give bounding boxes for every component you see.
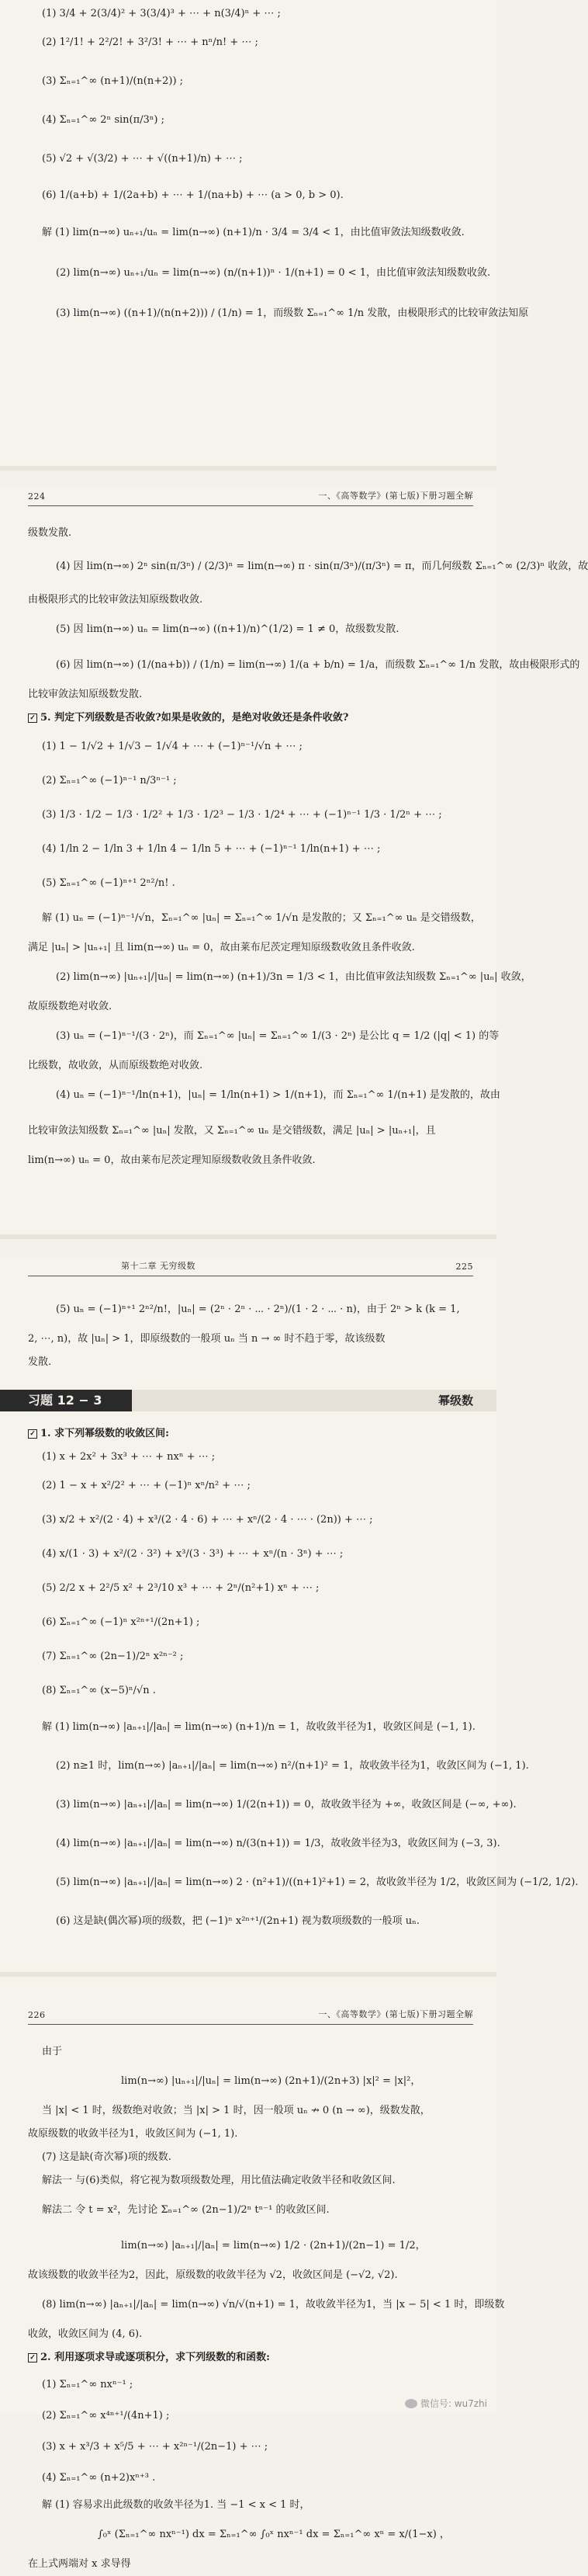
solution-line: 解 (1) lim(n→∞) uₙ₊₁/uₙ = lim(n→∞) (n+1)/n · 3/4 = 3/4 < 1，由比值审敛法知级数收敛. bbox=[42, 227, 465, 238]
problem-heading: ✓ 5. 判定下列级数是否收敛?如果是收敛的，是绝对收敛还是条件收敛? bbox=[28, 706, 473, 730]
solution-line: (5) lim(n→∞) |aₙ₊₁|/|aₙ| = lim(n→∞) 2 · (n²+1)/((n+1)²+1) = 2，故收敛半径为 1/2，收敛区间为 (−1/2, 1/2). bbox=[56, 1876, 579, 1888]
book-title: 一、《高等数学》(第七版)下册习题全解 bbox=[318, 491, 473, 501]
checkbox-icon: ✓ bbox=[28, 713, 37, 723]
solution-line: 当 |x| < 1 时，级数绝对收敛；当 |x| > 1 时，因一般项 uₙ ↛ 0 (n → ∞)，级数发散， bbox=[42, 2105, 431, 2116]
section-header bbox=[0, 1390, 496, 1411]
exercise-item: (1) 3/4 + 2(3/4)² + 3(3/4)³ + ⋯ + n(3/4)ⁿ + ⋯ ; bbox=[42, 8, 281, 19]
section-title: 幂级数 bbox=[438, 1394, 473, 1408]
solution-line: (8) lim(n→∞) |aₙ₊₁|/|aₙ| = lim(n→∞) √n/√(n+1) = 1，故收敛半径为1，当 |x − 5| < 1 时，即级数 bbox=[42, 2299, 505, 2310]
exercise-item: (2) 1 − x + x²/2² + ⋯ + (−1)ⁿ xⁿ/n² + ⋯ ; bbox=[42, 1480, 251, 1491]
solution-line: (5) 因 lim(n→∞) uₙ = lim(n→∞) ((n+1)/n)^(1/2) = 1 ≠ 0，故级数发散. bbox=[56, 623, 399, 635]
solution-line: 发散. bbox=[28, 1356, 52, 1368]
solution-line: 收敛，收敛区间为 (4, 6). bbox=[28, 2328, 143, 2340]
page-225 bbox=[0, 1259, 579, 2570]
solution-line: 满足 |uₙ| > |uₙ₊₁| 且 lim(n→∞) uₙ = 0，故由莱布尼茨定理知原级数收敛且条件收敛. bbox=[28, 942, 415, 953]
solution-line: (4) 因 lim(n→∞) 2ⁿ sin(π/3ⁿ) / (2/3)ⁿ = lim(n→∞) π · sin(π/3ⁿ)/(π/3ⁿ) = π，而几何级数 Σₙ₌₁^∞ (2/3)ⁿ 收敛，故 bbox=[56, 561, 588, 572]
solution-line: 解 (1) uₙ = (−1)ⁿ⁻¹/√n，Σₙ₌₁^∞ |uₙ| = Σₙ₌₁^∞ 1/√n 是发散的；又 Σₙ₌₁^∞ uₙ 是交错级数， bbox=[42, 912, 481, 924]
page-number: 226 bbox=[28, 2010, 46, 2020]
solution-line: 故该级数的收敛半径为2，因此，原级数的收敛半径为 √2，收敛区间是 (−√2, √2). bbox=[28, 2269, 398, 2281]
solution-line: 比较审敛法知级数 Σₙ₌₁^∞ |uₙ| 发散，又 Σₙ₌₁^∞ uₙ 是交错级数，满足 |uₙ| > |uₙ₊₁|，且 bbox=[28, 1125, 436, 1137]
page-number: 225 bbox=[455, 1262, 473, 1272]
solution-line: 比级数，故收敛，从而原级数绝对收敛. bbox=[28, 1060, 203, 1071]
solution-line: (6) 这是缺(偶次幂)项的级数，把 (−1)ⁿ x²ⁿ⁺¹/(2n+1) 视为数项级数的一般项 uₙ. bbox=[56, 1915, 420, 1927]
exercise-item: (2) 1²/1! + 2²/2! + 3²/3! + ⋯ + nⁿ/n! + ⋯ ; bbox=[42, 36, 258, 48]
exercise-item: (3) Σₙ₌₁^∞ (n+1)/(n(n+2)) ; bbox=[42, 75, 184, 87]
solution-line: 解法一 与(6)类似，将它视为数项级数处理，用比值法确定收敛半径和收敛区间. bbox=[42, 2175, 396, 2186]
solution-line: 解 (1) lim(n→∞) |aₙ₊₁|/|aₙ| = lim(n→∞) (n+1)/n = 1，故收敛半径为1，收敛区间是 (−1, 1). bbox=[42, 1721, 476, 1733]
solution-line: 故原级数绝对收敛. bbox=[28, 1001, 112, 1012]
exercise-item: (4) 1/ln 2 − 1/ln 3 + 1/ln 4 − 1/ln 5 + ⋯ + (−1)ⁿ⁻¹ 1/ln(n+1) + ⋯ ; bbox=[42, 843, 381, 855]
problem-heading: ✓ 1. 求下列幂级数的收敛区间: bbox=[28, 1422, 473, 1446]
running-header bbox=[28, 489, 473, 506]
page-section-a bbox=[0, 0, 529, 466]
equation-line: lim(n→∞) |uₙ₊₁|/|uₙ| = lim(n→∞) (2n+1)/(2n+3) |x|² = |x|²， bbox=[121, 2075, 421, 2087]
solution-line: 比较审敛法知原级数发散. bbox=[28, 689, 143, 700]
page-gap bbox=[0, 1234, 496, 1239]
exercise-item: (4) Σₙ₌₁^∞ 2ⁿ sin(π/3ⁿ) ; bbox=[42, 114, 164, 126]
solution-line: (6) 因 lim(n→∞) (1/(na+b)) / (1/n) = lim(n→∞) 1/(a + b/n) = 1/a，而级数 Σₙ₌₁^∞ 1/n 发散，故由极限形式的 bbox=[56, 659, 580, 671]
solution-line: (3) lim(n→∞) ((n+1)/(n(n+2))) / (1/n) = 1，而级数 Σₙ₌₁^∞ 1/n 发散，由极限形式的比较审敛法知原 bbox=[56, 307, 529, 319]
chapter-title: 第十二章 无穷级数 bbox=[121, 1261, 195, 1271]
solution-line: 解法二 令 t = x²，先讨论 Σₙ₌₁^∞ (2n−1)/2ⁿ tⁿ⁻¹ 的收敛区间. bbox=[42, 2204, 330, 2216]
exercise-item: (2) Σₙ₌₁^∞ (−1)ⁿ⁻¹ n/3ⁿ⁻¹ ; bbox=[42, 775, 177, 786]
checkbox-icon: ✓ bbox=[28, 2353, 37, 2362]
solution-line: (7) 这是缺(奇次幂)项的级数. bbox=[42, 2151, 171, 2163]
running-header bbox=[28, 1259, 473, 1276]
exercise-item: (3) x/2 + x²/(2 · 4) + x³/(2 · 4 · 6) + ⋯ + xⁿ/(2 · 4 · ⋯ · (2n)) + ⋯ ; bbox=[42, 1514, 373, 1526]
running-header bbox=[28, 2008, 473, 2025]
wechat-icon bbox=[405, 2399, 417, 2408]
exercise-item: (2) Σₙ₌₁^∞ x⁴ⁿ⁺¹/(4n+1) ; bbox=[42, 2410, 170, 2422]
checkbox-icon: ✓ bbox=[28, 1429, 37, 1439]
solution-line: 级数发散. bbox=[28, 527, 72, 539]
exercise-item: (6) 1/(a+b) + 1/(2a+b) + ⋯ + 1/(na+b) + ⋯ (a > 0, b > 0). bbox=[42, 189, 344, 201]
equation-line: lim(n→∞) |aₙ₊₁|/|aₙ| = lim(n→∞) 1/2 · (2n+1)/(2n−1) = 1/2， bbox=[121, 2240, 426, 2251]
solution-line: 在上式两端对 x 求导得 bbox=[28, 2558, 131, 2570]
solution-line: 由极限形式的比较审敛法知原级数收敛. bbox=[28, 594, 203, 606]
solution-line: (2) n≥1 时，lim(n→∞) |aₙ₊₁|/|aₙ| = lim(n→∞) n²/(n+1)² = 1，故收敛半径为1，收敛区间为 (−1, 1). bbox=[56, 1760, 529, 1772]
solution-line: (4) uₙ = (−1)ⁿ⁻¹/ln(n+1)，|uₙ| = 1/ln(n+1) > 1/(n+1)，而 Σₙ₌₁^∞ 1/(n+1) 是发散的，故由 bbox=[56, 1089, 500, 1101]
exercise-item: (6) Σₙ₌₁^∞ (−1)ⁿ x²ⁿ⁺¹/(2n+1) ; bbox=[42, 1616, 200, 1628]
exercise-item: (5) Σₙ₌₁^∞ (−1)ⁿ⁺¹ 2ⁿ²/n! . bbox=[42, 877, 175, 889]
solution-line: 解 (1) 容易求出此级数的收敛半径为1. 当 −1 < x < 1 时， bbox=[42, 2499, 310, 2511]
solution-line: lim(n→∞) uₙ = 0，故由莱布尼茨定理知原级数收敛且条件收敛. bbox=[28, 1154, 316, 1166]
solution-line: (3) lim(n→∞) |aₙ₊₁|/|aₙ| = lim(n→∞) 1/(2(n+1)) = 0，故收敛半径为 +∞，收敛区间是 (−∞, +∞). bbox=[56, 1799, 517, 1810]
solution-line: 故原级数的收敛半径为1，收敛区间为 (−1, 1). bbox=[28, 2128, 238, 2140]
section-label: 习题 12 − 3 bbox=[0, 1390, 132, 1411]
exercise-item: (4) x/(1 · 3) + x²/(2 · 3²) + x³/(3 · 3³) + ⋯ + xⁿ/(n · 3ⁿ) + ⋯ ; bbox=[42, 1548, 344, 1560]
exercise-item: (1) x + 2x² + 3x³ + ⋯ + nxⁿ + ⋯ ; bbox=[42, 1451, 216, 1463]
solution-line: (2) lim(n→∞) |uₙ₊₁|/|uₙ| = lim(n→∞) (n+1)/3n = 1/3 < 1，由比值审敛法知级数 Σₙ₌₁^∞ |uₙ| 收敛， bbox=[56, 971, 531, 983]
exercise-item: (8) Σₙ₌₁^∞ (x−5)ⁿ/√n . bbox=[42, 1685, 156, 1696]
watermark-text: 微信号: wu7zhi bbox=[420, 2398, 487, 2409]
exercise-item: (1) Σₙ₌₁^∞ nxⁿ⁻¹ ; bbox=[42, 2379, 133, 2390]
exercise-item: (5) 2/2 x + 2²/5 x² + 2³/10 x³ + ⋯ + 2ⁿ/(n²+1) xⁿ + ⋯ ; bbox=[42, 1582, 320, 1594]
book-title: 一、《高等数学》(第七版)下册习题全解 bbox=[318, 2009, 473, 2019]
exercise-item: (5) √2 + √(3/2) + ⋯ + √((n+1)/n) + ⋯ ; bbox=[42, 153, 243, 165]
page-gap bbox=[0, 466, 496, 470]
solution-line: (5) uₙ = (−1)ⁿ⁺¹ 2ⁿ²/n!，|uₙ| = (2ⁿ · 2ⁿ · ⋯ · 2ⁿ)/(1 · 2 · ⋯ · n)，由于 2ⁿ > k (k = 1, bbox=[56, 1304, 460, 1315]
solution-line: 2, ⋯, n)，故 |uₙ| > 1，即原级数的一般项 uₙ 当 n → ∞ 时不趋于零，故该级数 bbox=[28, 1333, 386, 1345]
exercise-item: (3) x + x³/3 + x⁵/5 + ⋯ + x²ⁿ⁻¹/(2n−1) + ⋯ ; bbox=[42, 2441, 268, 2453]
solution-line: 由于 bbox=[42, 2046, 63, 2057]
problem-heading: ✓ 2. 利用逐项求导或逐项积分，求下列级数的和函数: bbox=[28, 2346, 473, 2369]
page-gap bbox=[0, 1972, 496, 1977]
solution-line: (4) lim(n→∞) |aₙ₊₁|/|aₙ| = lim(n→∞) n/(3(n+1)) = 1/3，故收敛半径为3，收敛区间为 (−3, 3). bbox=[56, 1838, 500, 1849]
page-number: 224 bbox=[28, 491, 46, 502]
exercise-item: (1) 1 − 1/√2 + 1/√3 − 1/√4 + ⋯ + (−1)ⁿ⁻¹/√n + ⋯ ; bbox=[42, 741, 303, 752]
exercise-item: (7) Σₙ₌₁^∞ (2n−1)/2ⁿ x²ⁿ⁻² ; bbox=[42, 1651, 184, 1662]
solution-line: (3) uₙ = (−1)ⁿ⁻¹/(3 · 2ⁿ)，而 Σₙ₌₁^∞ |uₙ| = Σₙ₌₁^∞ 1/(3 · 2ⁿ) 是公比 q = 1/2 (|q| < 1) 的等 bbox=[56, 1030, 500, 1042]
exercise-item: (4) Σₙ₌₁^∞ (n+2)xⁿ⁺³ . bbox=[42, 2472, 156, 2484]
equation-line: ∫₀ˣ (Σₙ₌₁^∞ nxⁿ⁻¹) dx = Σₙ₌₁^∞ ∫₀ˣ nxⁿ⁻¹ dx = Σₙ₌₁^∞ xⁿ = x/(1−x) ， bbox=[98, 2529, 450, 2540]
exercise-item: (3) 1/3 · 1/2 − 1/3 · 1/2² + 1/3 · 1/2³ − 1/3 · 1/2⁴ + ⋯ + (−1)ⁿ⁻¹ 1/3 · 1/2ⁿ + ⋯ ; bbox=[42, 809, 442, 821]
watermark bbox=[405, 2397, 487, 2410]
solution-line: (2) lim(n→∞) uₙ₊₁/uₙ = lim(n→∞) (n/(n+1))ⁿ · 1/(n+1) = 0 < 1，由比值审敛法知级数收敛. bbox=[56, 267, 491, 279]
page-224 bbox=[0, 489, 588, 1234]
